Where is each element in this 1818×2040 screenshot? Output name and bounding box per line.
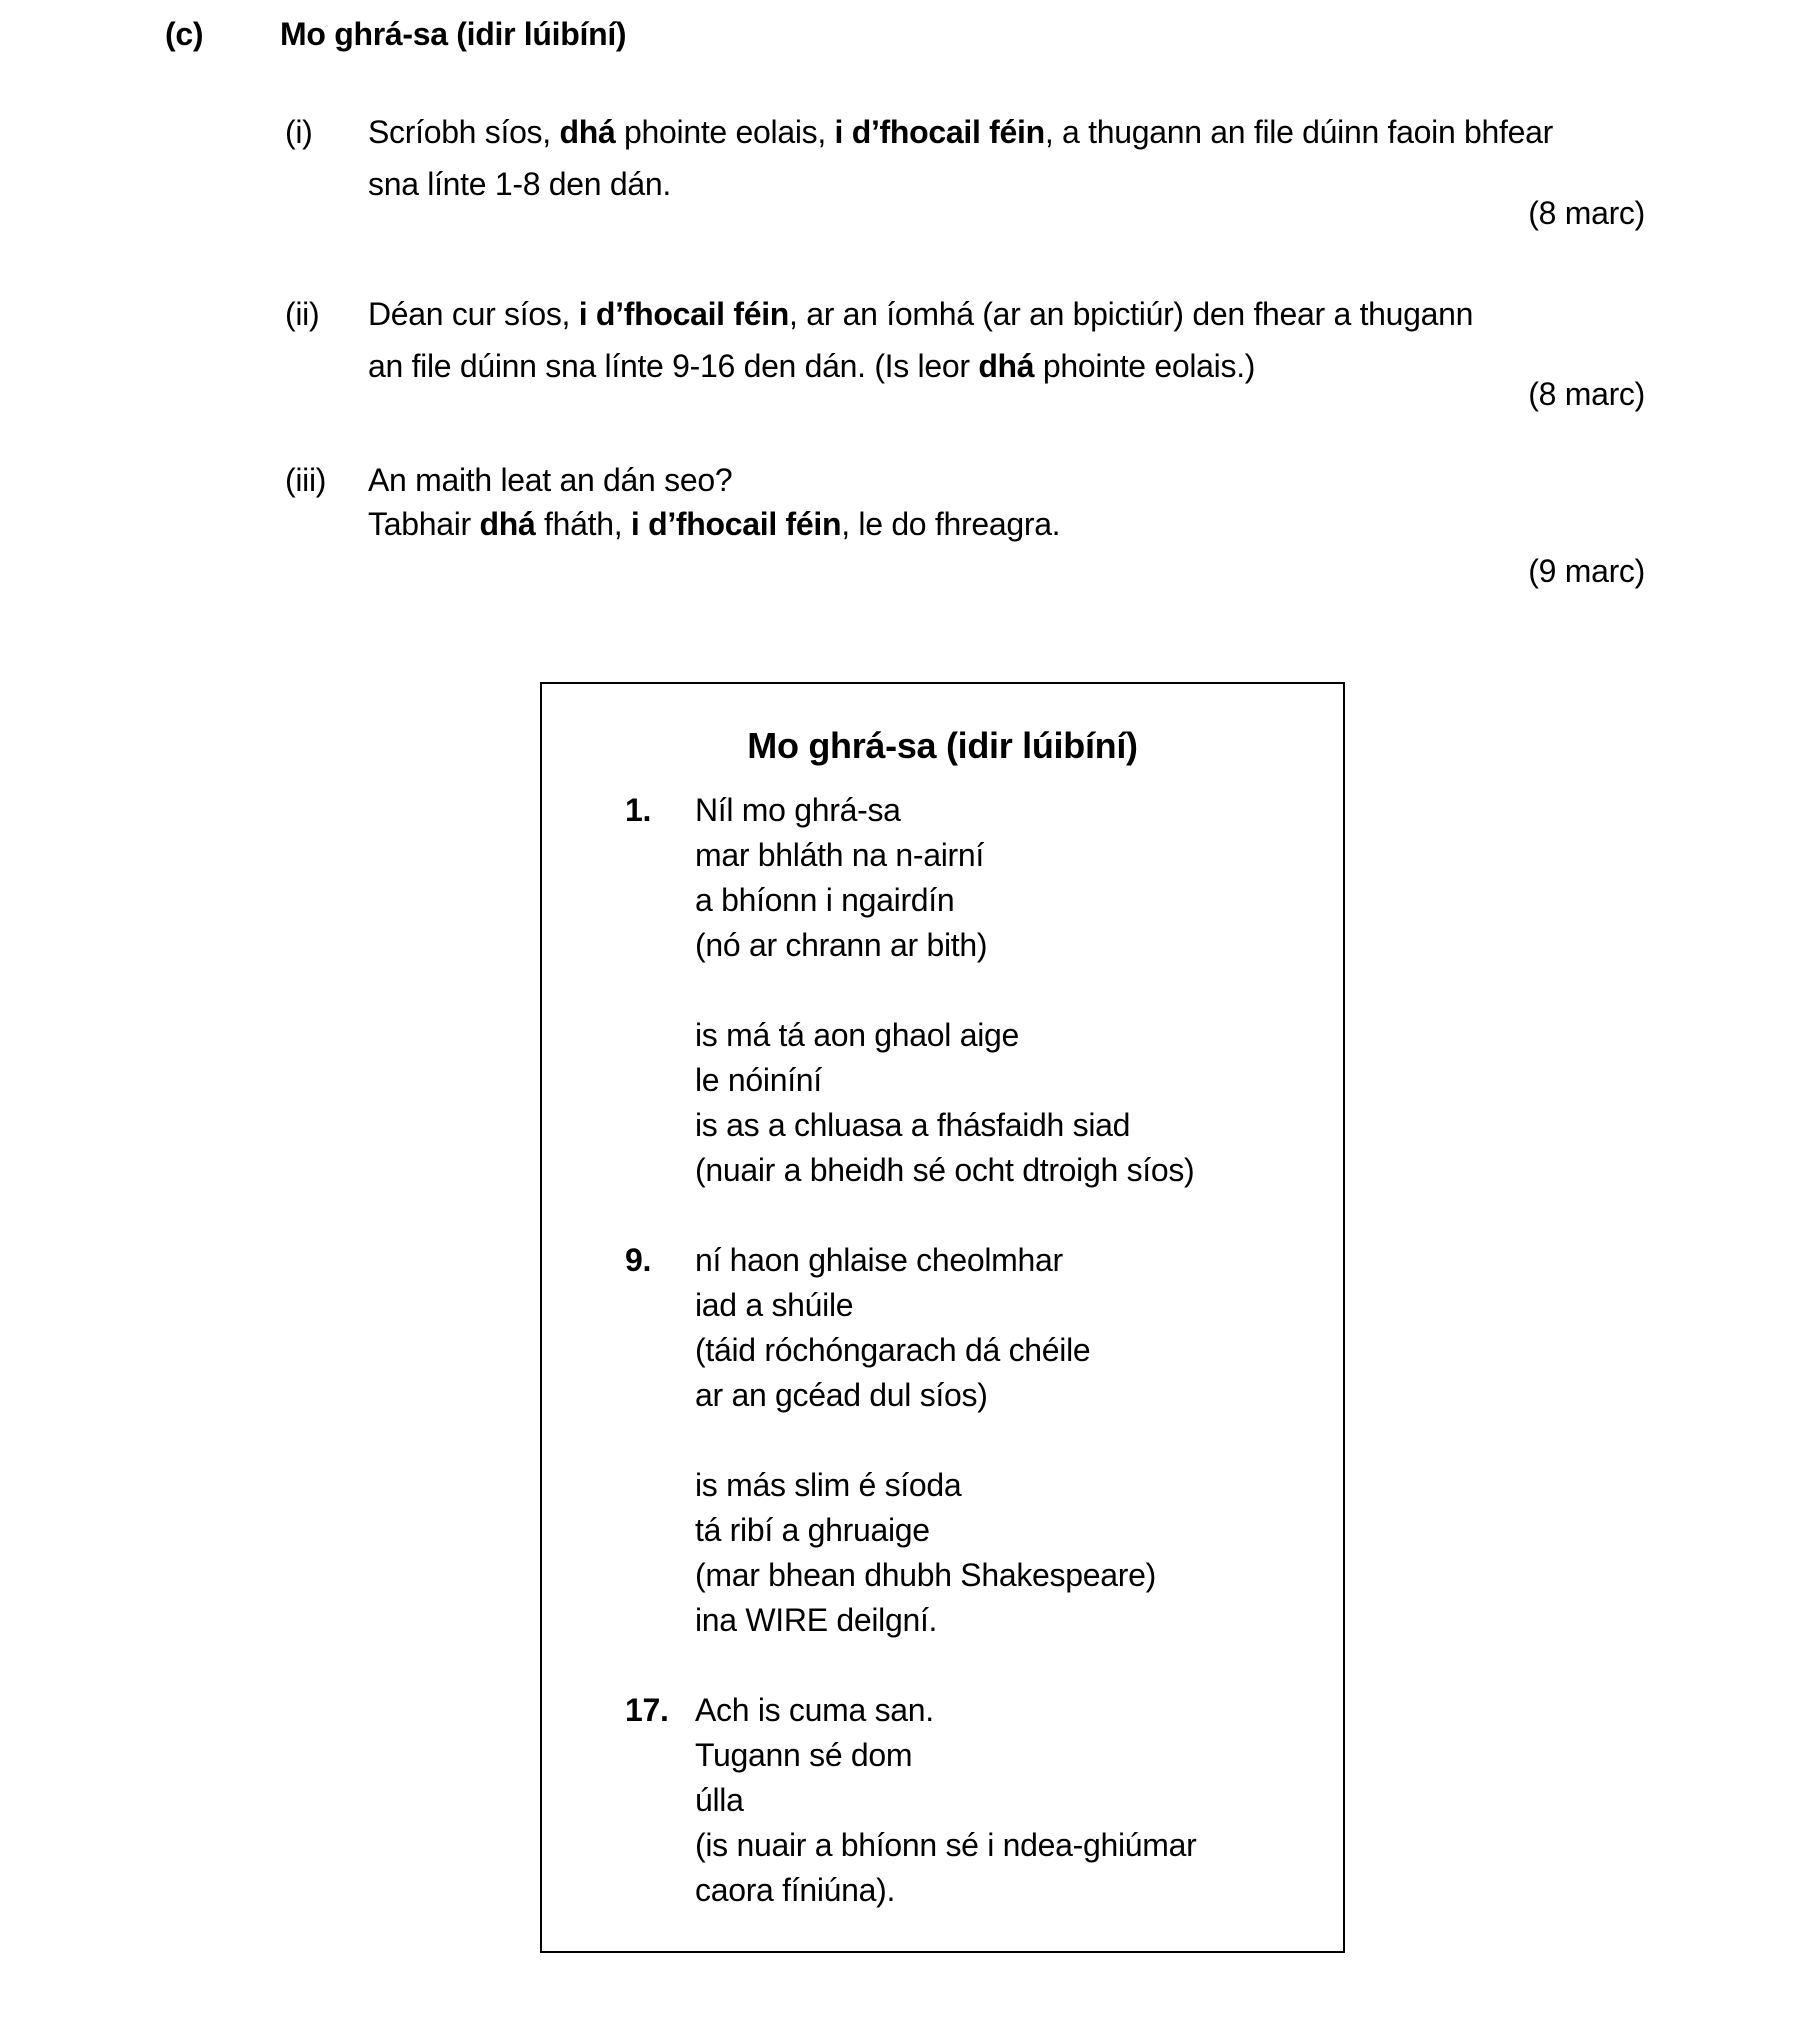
question-iii-label: (iii) <box>285 462 327 498</box>
question-iii-line-2 <box>368 502 1685 546</box>
text-segment-bold: i d’fhocail féin <box>578 296 790 332</box>
poem-line: le nóiníní <box>695 1062 822 1098</box>
poem-stanza-2 <box>625 1013 1343 1193</box>
text-segment: , le do fhreagra. <box>841 506 1061 542</box>
text-segment: sna línte 1-8 den dán. <box>368 166 671 202</box>
question-i <box>285 106 1685 210</box>
poem-stanza-3 <box>625 1238 1343 1418</box>
text-segment: an file dúinn sna línte 9-16 den dán. (Is leor <box>368 348 979 384</box>
text-segment-bold: dhá <box>479 506 536 542</box>
question-i-text <box>368 106 1685 210</box>
poem-line: caora fíniúna). <box>695 1872 896 1908</box>
text-segment-bold: dhá <box>978 348 1035 384</box>
question-ii-label: (ii) <box>285 296 320 332</box>
text-segment-bold: dhá <box>559 114 616 150</box>
poem-line: is má tá aon ghaol aige <box>695 1017 1019 1053</box>
poem-line: a bhíonn i ngairdín <box>695 882 955 918</box>
poem-line: ar an gcéad dul síos) <box>695 1377 988 1413</box>
poem-line: (mar bhean dhubh Shakespeare) <box>695 1557 1156 1593</box>
marks-question-ii: (8 marc) <box>1528 376 1645 412</box>
marks-question-i: (8 marc) <box>1528 195 1645 231</box>
poem-line: Ach is cuma san. <box>695 1692 934 1728</box>
poem-line: is as a chluasa a fhásfaidh siad <box>695 1107 1131 1143</box>
question-i-label: (i) <box>285 114 313 150</box>
text-segment: , ar an íomhá (ar an bpictiúr) den fhear a thugann <box>789 296 1474 332</box>
poem-body <box>542 788 1343 1913</box>
poem-line: tá ribí a ghruaige <box>695 1512 930 1548</box>
poem-line: ní haon ghlaise cheolmhar <box>695 1242 1063 1278</box>
poem-stanza-1 <box>625 788 1343 968</box>
text-segment: phointe eolais, <box>615 114 835 150</box>
stanza-number: 1. <box>625 792 652 828</box>
text-segment: Scríobh síos, <box>368 114 560 150</box>
text-segment-bold: i d’fhocail féin <box>630 506 842 542</box>
poem-line: (nuair a bheidh sé ocht dtroigh síos) <box>695 1152 1195 1188</box>
text-segment: phointe eolais.) <box>1034 348 1256 384</box>
text-segment: fháth, <box>535 506 631 542</box>
poem-line: mar bhláth na n-airní <box>695 837 984 873</box>
question-iii-text <box>368 458 1685 546</box>
poem-line: ina WIRE deilgní. <box>695 1602 938 1638</box>
question-ii-line-2 <box>368 340 1685 392</box>
text-segment: Déan cur síos, <box>368 296 579 332</box>
stanza-number: 17. <box>625 1692 669 1728</box>
question-ii <box>285 288 1685 392</box>
question-iii-line-1 <box>368 458 1685 502</box>
stanza-number: 9. <box>625 1242 652 1278</box>
question-iii <box>285 458 1685 546</box>
poem-line: úlla <box>695 1782 744 1818</box>
poem-title: Mo ghrá-sa (idir lúibíní) <box>747 725 1138 766</box>
section-title: Mo ghrá-sa (idir lúibíní) <box>280 16 627 52</box>
poem-line: (táid róchóngarach dá chéile <box>695 1332 1091 1368</box>
question-ii-text <box>368 288 1685 392</box>
text-segment: , a thugann an file dúinn faoin bhfear <box>1044 114 1553 150</box>
question-i-line-2 <box>368 158 1685 210</box>
text-segment: Tabhair <box>368 506 480 542</box>
marks-question-iii: (9 marc) <box>1528 553 1645 589</box>
poem-line: is más slim é síoda <box>695 1467 962 1503</box>
poem-line: (is nuair a bhíonn sé i ndea-ghiúmar <box>695 1827 1197 1863</box>
poem-line: iad a shúile <box>695 1287 854 1323</box>
question-ii-line-1 <box>368 288 1685 340</box>
text-segment: An maith leat an dán seo? <box>368 462 733 498</box>
section-label: (c) <box>165 16 204 52</box>
poem-stanza-5 <box>625 1688 1343 1913</box>
text-segment-bold: i d’fhocail féin <box>834 114 1045 150</box>
poem-box <box>540 682 1345 1953</box>
poem-line: Níl mo ghrá-sa <box>695 792 901 828</box>
poem-stanza-4 <box>625 1463 1343 1643</box>
poem-line: Tugann sé dom <box>695 1737 913 1773</box>
question-i-line-1 <box>368 106 1685 158</box>
poem-line: (nó ar chrann ar bith) <box>695 927 988 963</box>
